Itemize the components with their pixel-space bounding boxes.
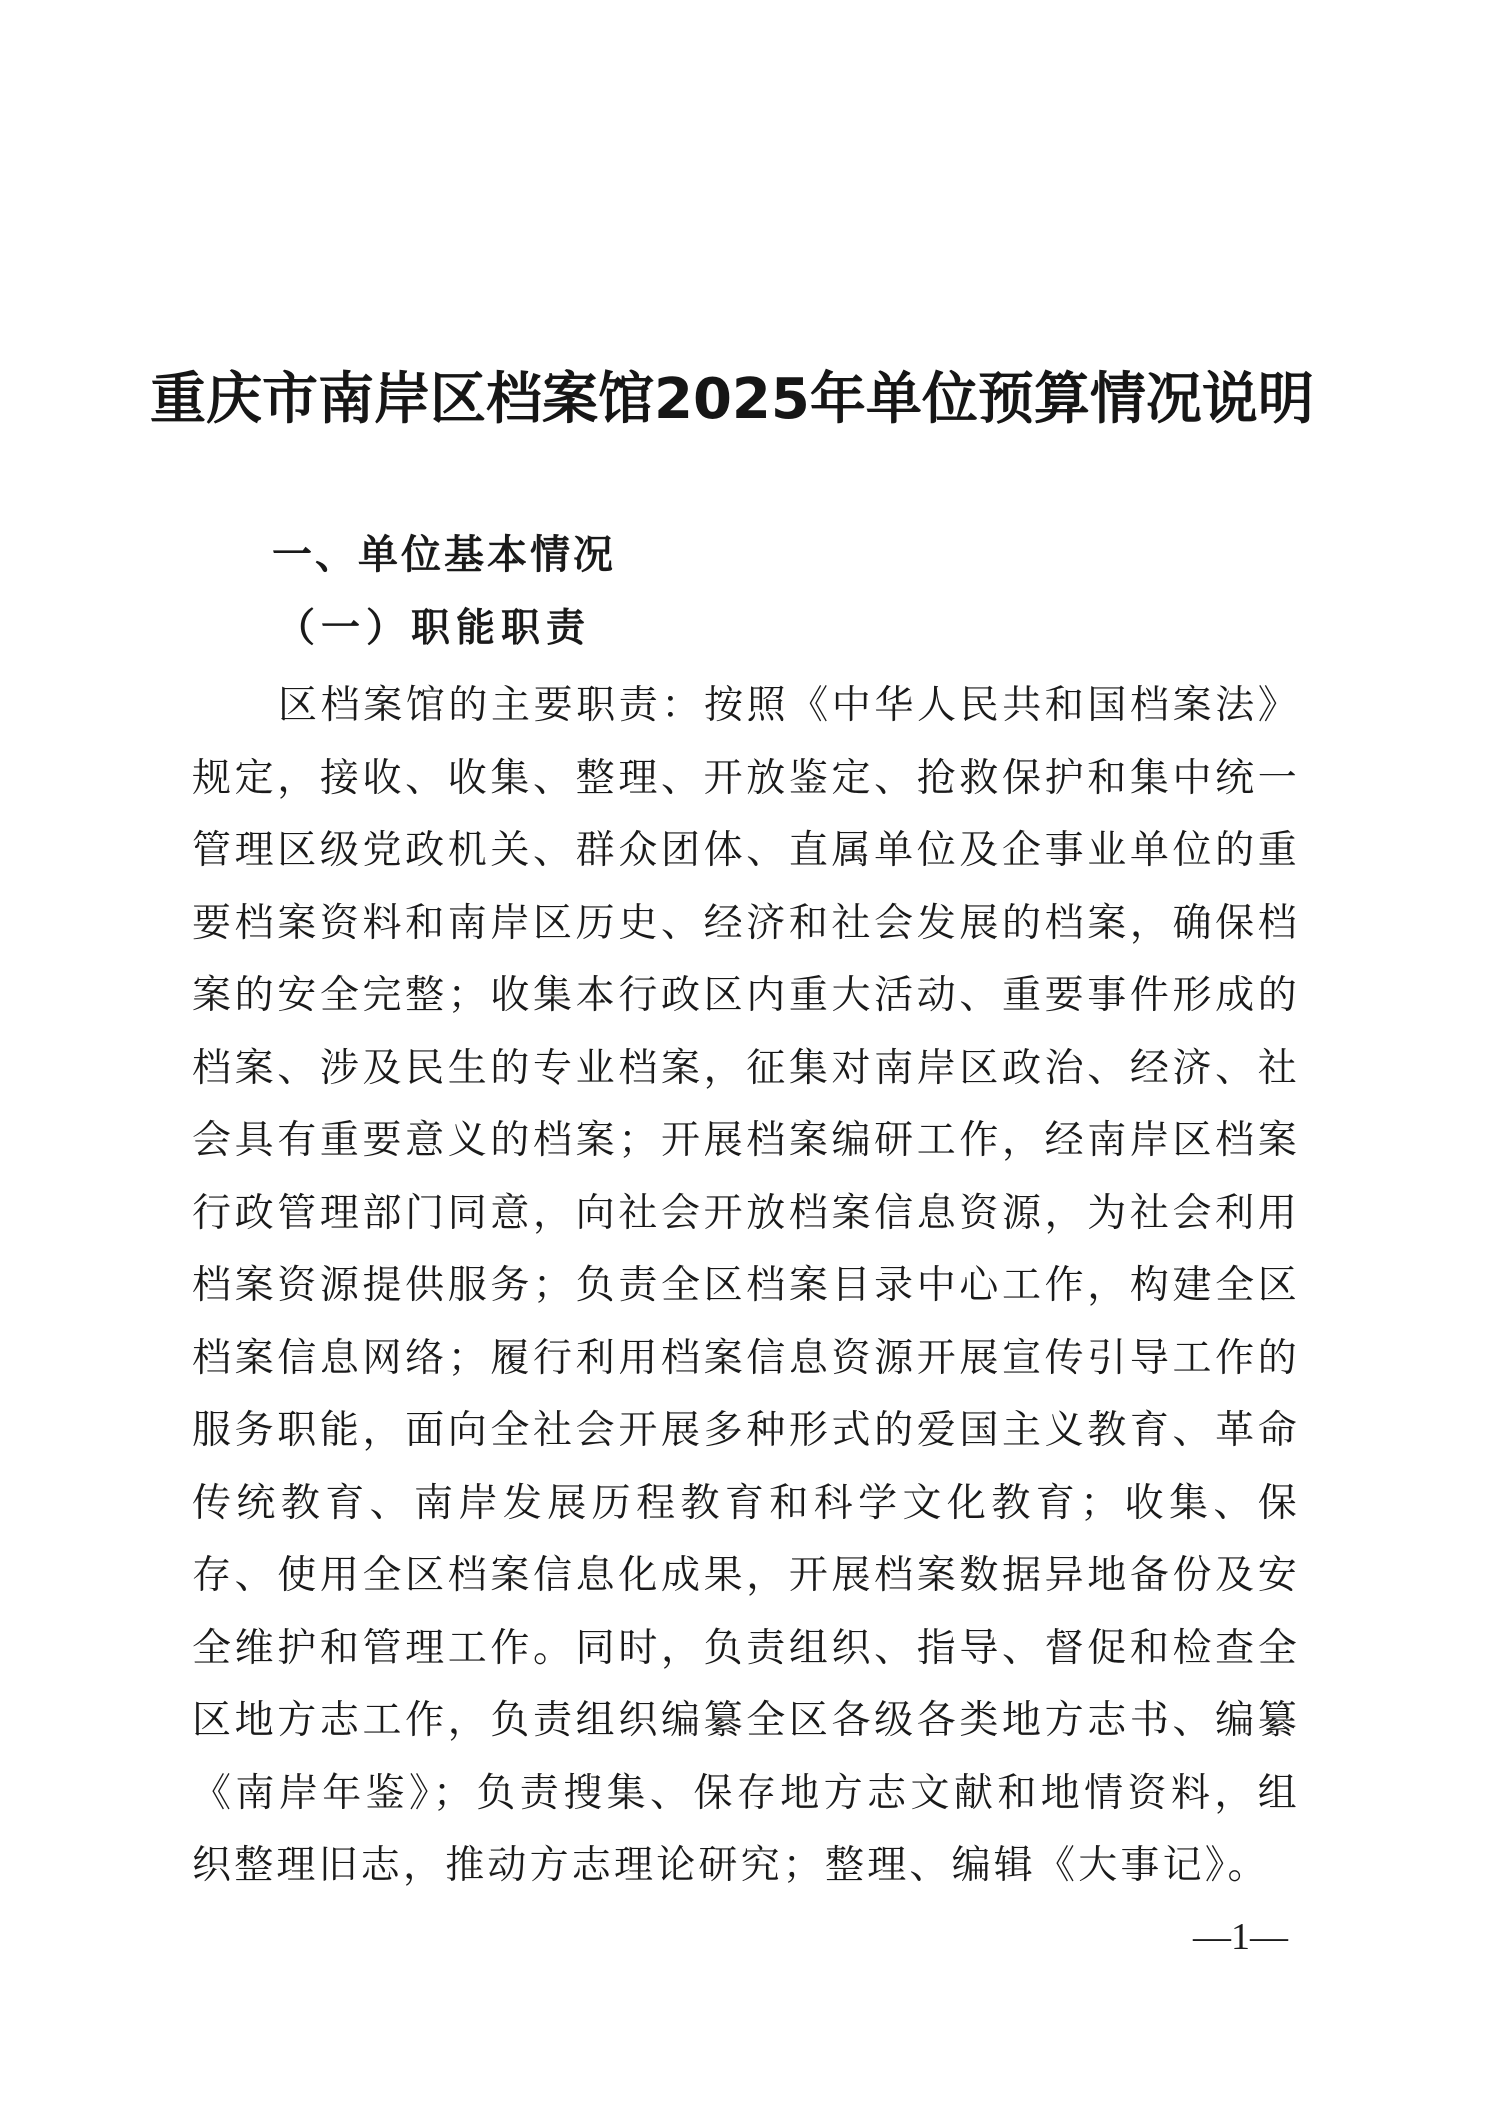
section-heading: 一、单位基本情况 bbox=[272, 532, 616, 578]
sub-heading: （一）职能职责 bbox=[276, 605, 592, 651]
document-title: 重庆市南岸区档案馆2025年单位预算情况说明 bbox=[150, 367, 1314, 432]
page-number: —1— bbox=[1193, 1916, 1288, 1958]
body-paragraph: 区档案馆的主要职责：按照《中华人民共和国档案法》规定，接收、收集、整理、开放鉴定、抢救保护和集中统一管理区级党政机关、群众团体、直属单位及企事业单位的重要档案资料和南岸区历史、经济和社会发展的档案，确保档案的安全完整；收集本行政区内重大活动、重要事件形成的档案、涉及民生的专业档案，征集对南岸区政治、经济、社会具有重要意义的档案；开展档案编研工作，经南岸区档案行政管理部门同意，向社会开放档案信息资源，为社会利用档案资源提供服务；负责全区档案目录中心工作，构建全区档案信息网络；履行利用档案信息资源开展宣传引导工作的服务职能，面向全社会开展多种形式的爱国主义教育、革命传统教育、南岸发展历程教育和科学文化教育；收集、保存、使用全区档案信息化成果，开展档案数据异地备份及安全维护和管理工作。同时，负责组织、指导、督促和检查全区地方志工作，负责组织编纂全区各级各类地方志书、编纂《南岸年鉴》；负责搜集、保存地方志文献和地情资料，组织整理旧志，推动方志理论研究；整理、编辑《大事记》。 bbox=[192, 683, 1300, 1888]
